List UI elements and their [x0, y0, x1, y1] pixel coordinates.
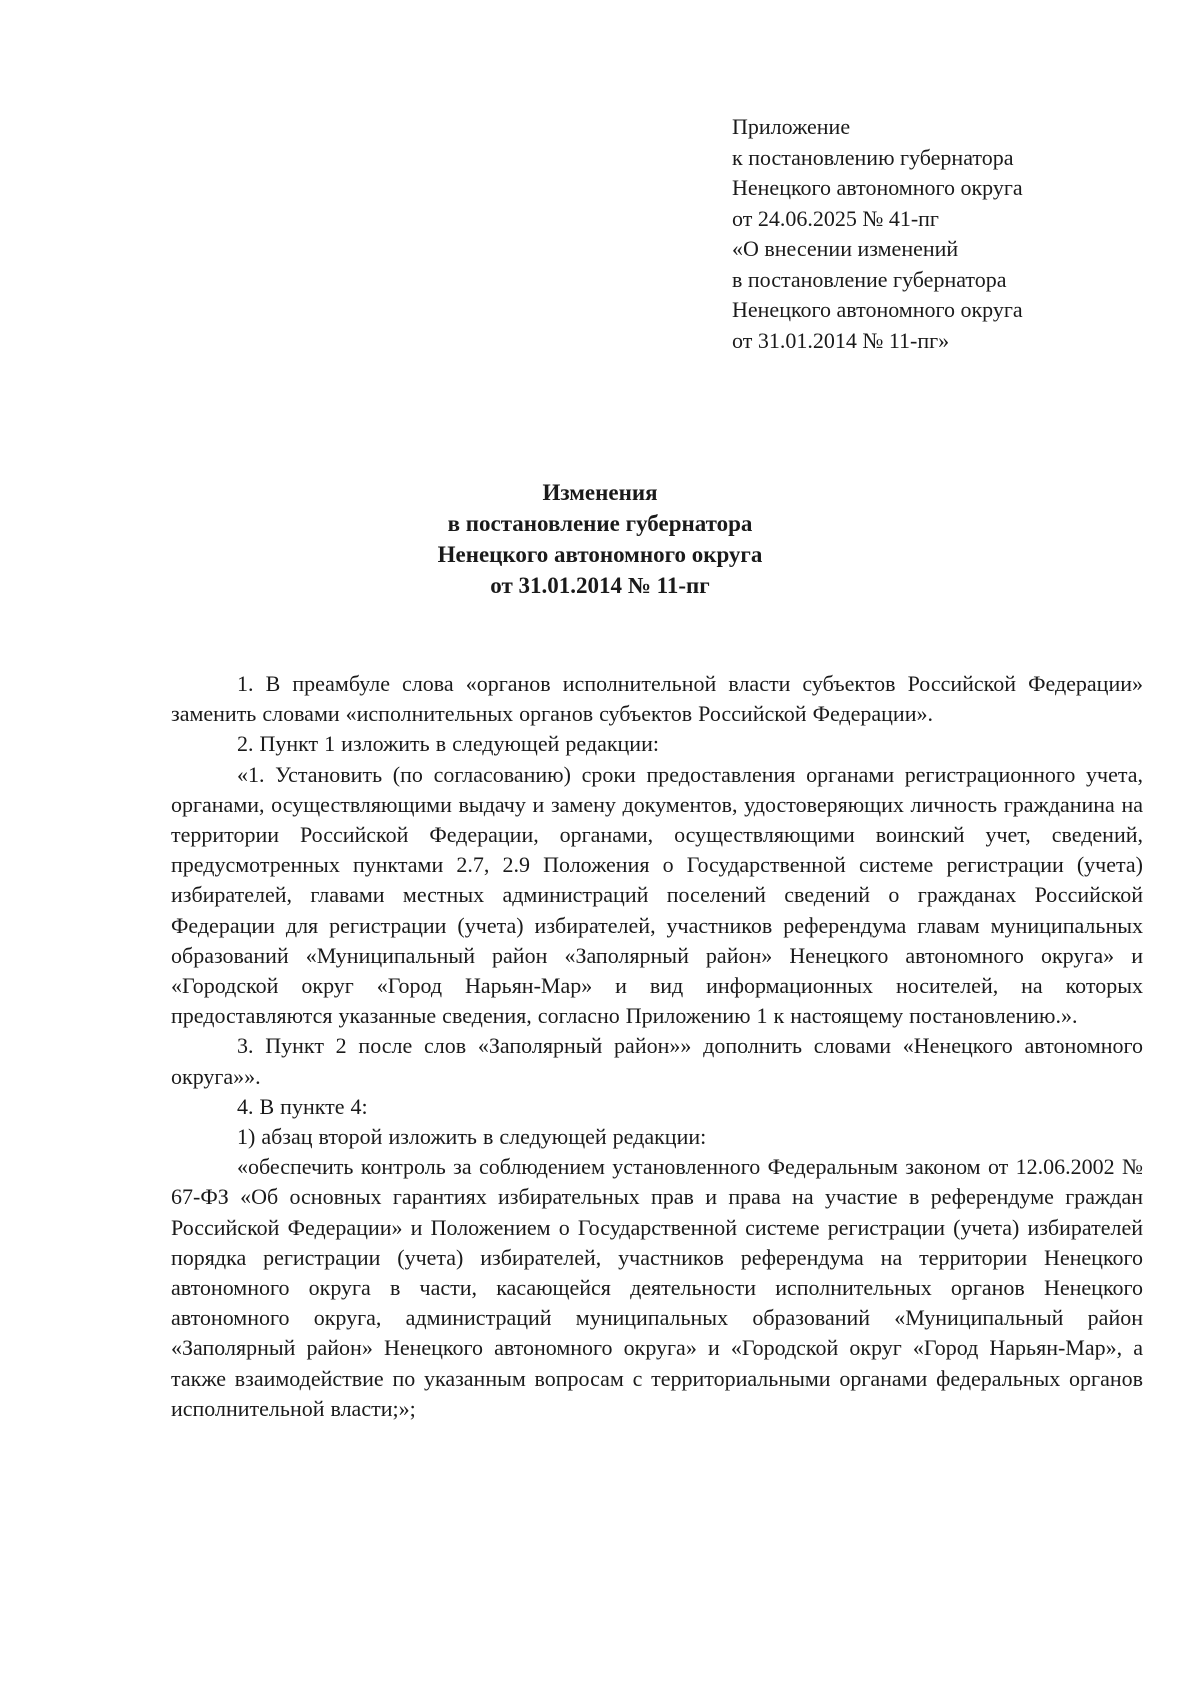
appendix-block [732, 112, 1162, 356]
appendix-line: «О внесении изменений [732, 236, 959, 261]
paragraph-quote-1: «1. Установить (по согласованию) сроки предоставления органами регистрационного учета, органами, осуществляющими выдачу и замену документов, удостоверяющих личность гражданина на территории Российской Федерации, органами, осуществляющими воинский учет, сведений, предусмотренных пунктами 2.7, 2.9 Положения о Государственной системе регистрации (учета) избирателей, главами местных администраций поселений сведений о гражданах Российской Федерации для регистрации (учета) избирателей, участников референдума главам муниципальных образований «Муниципальный район «Заполярный район» Ненецкого автономного округа» и «Городской округ «Город Нарьян-Мар» и вид информационных носителей, на которых предоставляются указанные сведения, согласно Приложению 1 к настоящему постановлению.». [171, 761, 1143, 1029]
appendix-line: Ненецкого автономного округа [732, 297, 1023, 322]
appendix-line: от 24.06.2025 № 41-пг [732, 205, 939, 231]
subparagraph-4-1: 1) абзац второй изложить в следующей редакции: [237, 1124, 707, 1150]
paragraph-3: 3. Пункт 2 после слов «Заполярный район»» дополнить словами «Ненецкого автономного округа»». [171, 1033, 1143, 1089]
appendix-line: от 31.01.2014 № 11-пг» [732, 327, 950, 353]
title-line: Ненецкого автономного округа [437, 542, 763, 567]
title-line: в постановление губернатора [447, 511, 753, 536]
appendix-line: Приложение [732, 114, 851, 139]
title-line: от 31.01.2014 № 11-пг [490, 573, 710, 598]
paragraph-quote-2: «обеспечить контроль за соблюдением установленного Федеральным законом от 12.06.2002 № 67-ФЗ «Об основных гарантиях избирательных прав и права на участие в референдуме граждан Российской Федерации» и Положением о Государственной системе регистрации (учета) избирателей порядка регистрации (учета) избирателей, участников референдума на территории Ненецкого автономного округа в части, касающейся деятельности исполнительных органов Ненецкого автономного округа, администраций муниципальных образований «Муниципальный район «Заполярный район» Ненецкого автономного округа» и «Городской округ «Город Нарьян-Мар», а также взаимодействие по указанным вопросам с территориальными органами федеральных органов исполнительной власти;»; [171, 1154, 1143, 1421]
document-body [171, 669, 1143, 1424]
document-title [0, 477, 1200, 601]
paragraph-4: 4. В пункте 4: [237, 1093, 368, 1119]
appendix-line: Ненецкого автономного округа [732, 175, 1023, 200]
paragraph-1: 1. В преамбуле слова «органов исполнительной власти субъектов Российской Федерации» заменить словами «исполнительных органов субъектов Российской Федерации». [171, 671, 1143, 727]
appendix-line: в постановление губернатора [732, 266, 1007, 292]
paragraph-2: 2. Пункт 1 изложить в следующей редакции: [237, 731, 659, 757]
title-line: Изменения [542, 480, 658, 505]
appendix-line: к постановлению губернатора [732, 144, 1014, 170]
